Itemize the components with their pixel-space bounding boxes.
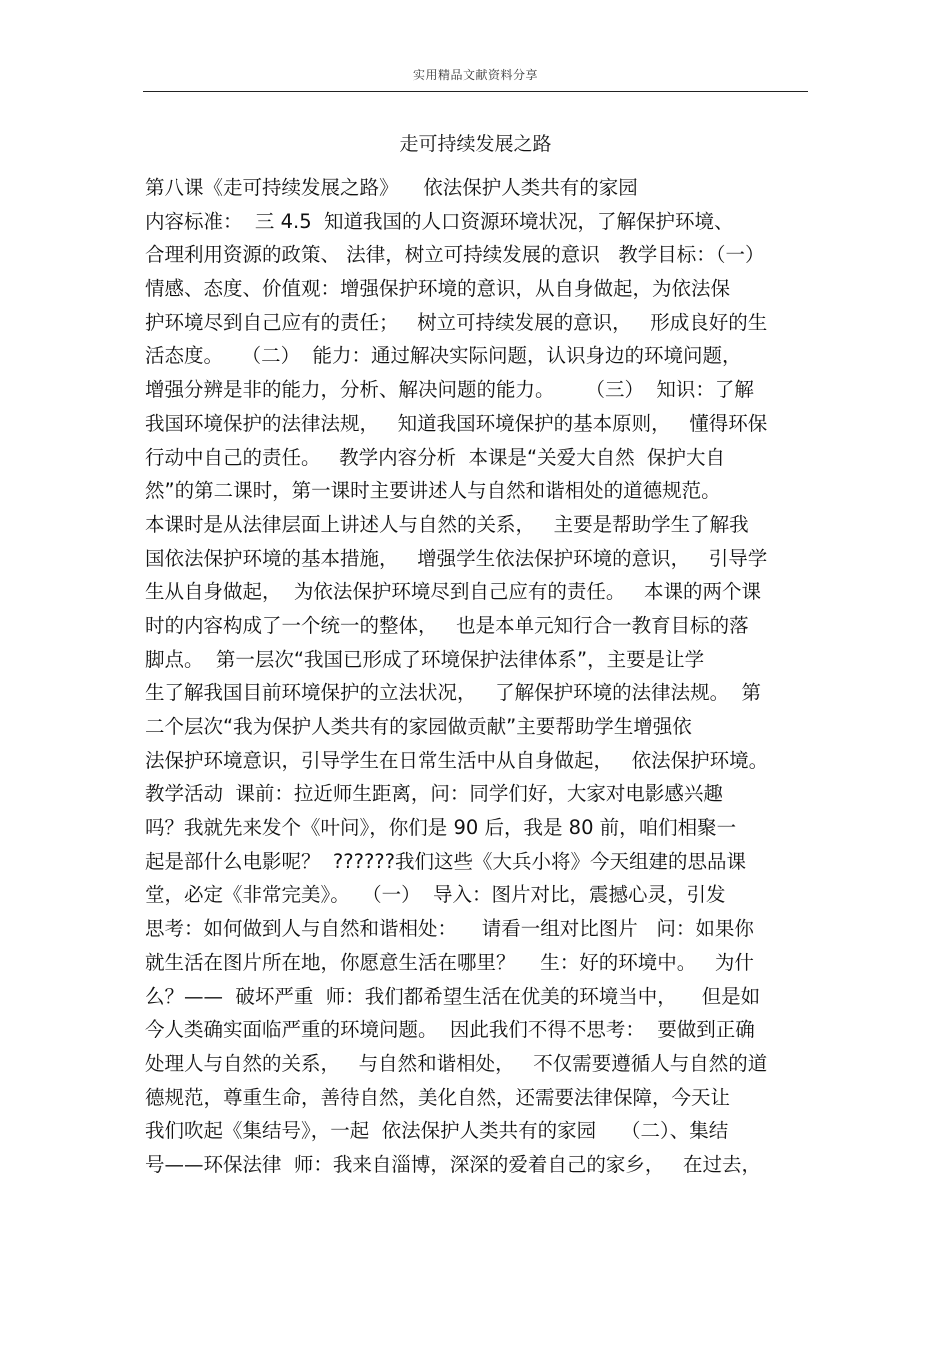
body-line: 本课时是从法律层面上讲述人与自然的关系， 主要是帮助学生了解我 bbox=[145, 512, 749, 536]
document-title: 走可持续发展之路 bbox=[399, 133, 552, 155]
body-line: 思考：如何做到人与自然和谐相处： 请看一组对比图片 问：如果你 bbox=[145, 917, 754, 941]
body-line: 生从自身做起， 为依法保护环境尽到自己应有的责任。 本课的两个课 bbox=[145, 580, 761, 604]
body-line: 处理人与自然的关系， 与自然和谐相处， 不仅需要遵循人与自然的道 bbox=[145, 1051, 768, 1075]
body-line: 号——环保法律 师：我来自淄博，深深的爱着自己的家乡， 在过去， bbox=[145, 1152, 761, 1176]
body-line: 然”的第二课时，第一课时主要讲述人与自然和谐相处的道德规范。 bbox=[145, 479, 721, 503]
body-line: 行动中自己的责任。 教学内容分析 本课是“关爱大自然 保护大自 bbox=[145, 445, 725, 469]
body-line: 护环境尽到自己应有的责任； 树立可持续发展的意识， 形成良好的生 bbox=[145, 310, 768, 334]
body-line: 国依法保护环境的基本措施， 增强学生依法保护环境的意识， 引导学 bbox=[145, 546, 768, 570]
body-line: 么？—— 破坏严重 师：我们都希望生活在优美的环境当中， 但是如 bbox=[145, 984, 761, 1008]
body-line: 活态度。 （二） 能力：通过解决实际问题，认识身边的环境问题， bbox=[145, 344, 742, 368]
body-line: 今人类确实面临严重的环境问题。 因此我们不得不思考： 要做到正确 bbox=[145, 1018, 755, 1042]
document-body bbox=[145, 171, 825, 1182]
body-line: 二个层次“我为保护人类共有的家园做贡献”主要帮助学生增强依 bbox=[145, 715, 692, 738]
body-line: 就生活在图片所在地，你愿意生活在哪里？ 生：好的环境中。 为什 bbox=[145, 950, 754, 974]
body-line: 脚点。 第一层次“我国已形成了环境保护法律体系”，主要是让学 bbox=[145, 647, 705, 671]
body-line: 增强分辨是非的能力，分析、解决问题的能力。 （三） 知识：了解 bbox=[145, 378, 754, 402]
body-line: 起是部什么电影呢？ ??????我们这些《大兵小将》今天组建的思品课 bbox=[145, 849, 746, 873]
body-line: 堂，必定《非常完美》。 （一） 导入：图片对比，震撼心灵，引发 bbox=[145, 883, 726, 907]
page-header: 实用精品文献资料分享 bbox=[412, 68, 538, 82]
body-line: 情感、态度、价值观：增强保护环境的意识，从自身做起，为依法保 bbox=[145, 277, 731, 301]
body-line: 我国环境保护的法律法规， 知道我国环境保护的基本原则， 懂得环保 bbox=[145, 411, 768, 435]
body-line: 德规范，尊重生命，善待自然，美化自然，还需要法律保障，今天让 bbox=[145, 1085, 731, 1109]
body-line: 内容标准： 三 4.5 知道我国的人口资源环境状况，了解保护环境、 bbox=[145, 209, 734, 233]
body-line: 法保护环境意识，引导学生在日常生活中从自身做起， 依法保护环境。 bbox=[145, 748, 769, 772]
body-line: 第八课《走可持续发展之路》 依法保护人类共有的家园 bbox=[145, 176, 638, 199]
body-line: 吗？我就先来发个《叶问》，你们是 90 后，我是 80 前，咱们相聚一 bbox=[145, 816, 737, 840]
body-line: 我们吹起《集结号》，一起 依法保护人类共有的家园 （二）、集结 bbox=[145, 1119, 729, 1143]
header-divider bbox=[143, 91, 808, 92]
body-line: 生了解我国目前环境保护的立法状况， 了解保护环境的法律法规。 第 bbox=[145, 681, 761, 705]
body-line: 教学活动 课前：拉近师生距离，问：同学们好，大家对电影感兴趣 bbox=[145, 782, 723, 806]
body-line: 时的内容构成了一个统一的整体， 也是本单元知行合一教育目标的落 bbox=[145, 613, 749, 637]
body-line: 合理利用资源的政策、 法律，树立可持续发展的意识 教学目标：（一） bbox=[145, 243, 765, 267]
